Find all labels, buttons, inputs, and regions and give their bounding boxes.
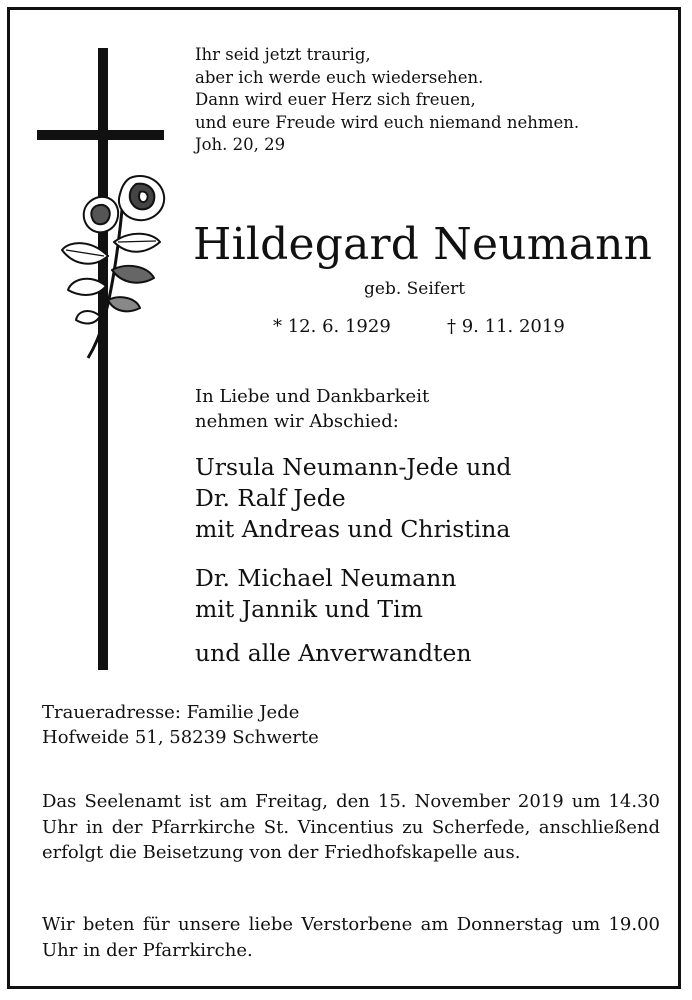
- address-line: Traueradresse: Familie Jede: [42, 702, 300, 723]
- verse-line: und eure Freude wird euch niemand nehmen.: [195, 112, 580, 132]
- maiden-name: geb. Seifert: [364, 279, 466, 299]
- prayer-notice: Wir beten für unsere liebe Verstorbene am Donnerstag um 19.00 Uhr in der Pfarrkirche.: [42, 914, 660, 961]
- mourner-line: Ursula Neumann-Jede und: [195, 453, 512, 481]
- verse-line: Dann wird euer Herz sich freuen,: [195, 90, 476, 109]
- bible-verse: [195, 44, 579, 157]
- mourners-group-2: [195, 563, 456, 625]
- deceased-name: Hildegard Neumann: [193, 219, 653, 270]
- farewell-text: [195, 384, 429, 434]
- birth-date: * 12. 6. 1929: [273, 316, 391, 337]
- mourner-line: mit Andreas und Christina: [195, 515, 511, 543]
- death-date: † 9. 11. 2019: [447, 316, 565, 337]
- mourners-group-3: [195, 638, 472, 669]
- mourner-line: und alle Anverwandten: [195, 639, 472, 667]
- verse-line: aber ich werde euch wiedersehen.: [195, 67, 484, 87]
- verse-line: Ihr seid jetzt traurig,: [195, 45, 371, 64]
- mourner-line: mit Jannik und Tim: [195, 595, 423, 623]
- verse-reference: Joh. 20, 29: [195, 135, 286, 154]
- farewell-line: In Liebe und Dankbarkeit: [195, 386, 430, 407]
- rose-icon: [52, 170, 172, 360]
- obituary-card: [7, 7, 681, 989]
- mourner-line: Dr. Ralf Jede: [195, 484, 346, 512]
- mourners-group-1: [195, 452, 511, 545]
- mourning-address: [42, 700, 319, 750]
- address-line: Hofweide 51, 58239 Schwerte: [42, 727, 319, 748]
- service-notice: Das Seelenamt ist am Freitag, den 15. November 2019 um 14.30 Uhr in der Pfarrkirche St. Vincentius zu Scherfede, anschließend erfolgt die Beisetzung von der Friedhofskapelle aus.: [42, 791, 660, 863]
- farewell-line: nehmen wir Abschied:: [195, 411, 399, 432]
- mourner-line: Dr. Michael Neumann: [195, 564, 457, 592]
- cross-icon-beam: [37, 130, 164, 140]
